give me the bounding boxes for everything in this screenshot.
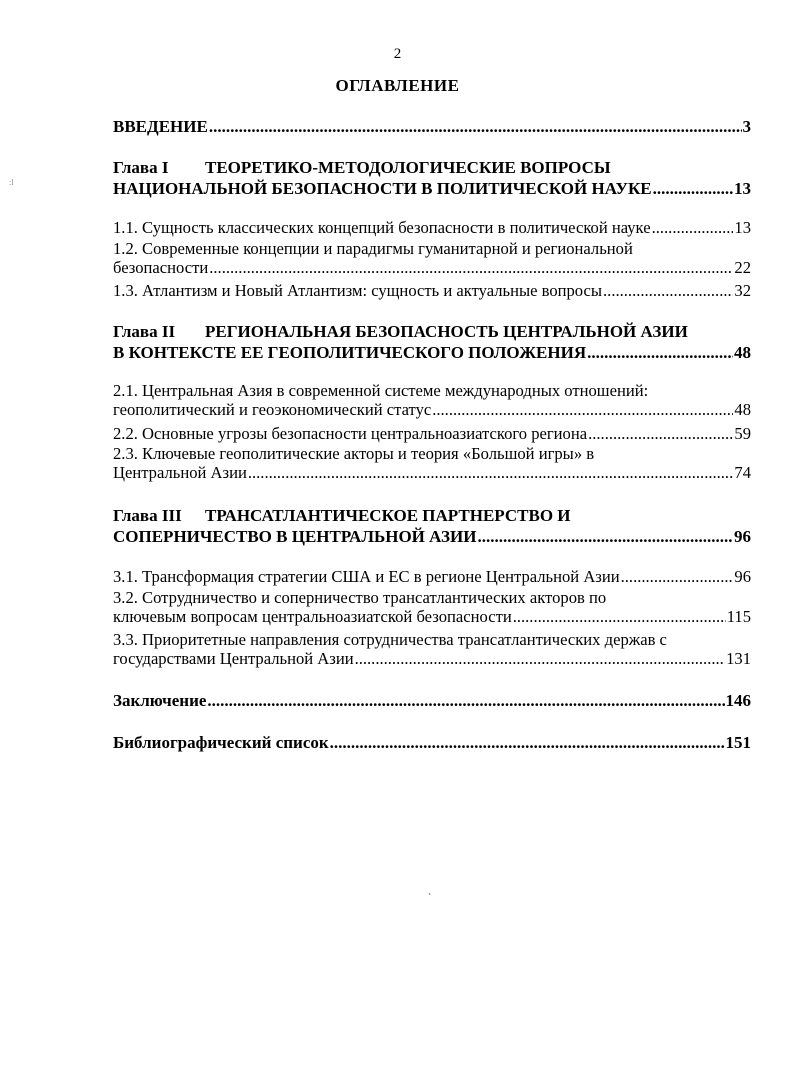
toc-chapter-2[interactable] — [113, 321, 751, 363]
section-title: 1.2. Современные концепции и парадигмы гуманитарной и региональной — [113, 239, 633, 258]
page-number: 2 — [393, 46, 402, 62]
chapter-page: 13 — [734, 179, 751, 198]
section-title: 3.1. Трансформация стратегии США и ЕС в регионе Центральной Азии — [113, 567, 620, 586]
scan-speck: ` — [428, 893, 432, 904]
toc-section-3-3[interactable] — [113, 630, 751, 668]
toc-section-3-1[interactable] — [113, 567, 751, 586]
toc-section-2-3[interactable] — [113, 444, 751, 482]
scan-mark: :l — [9, 178, 14, 187]
chapter-title-line1: ТЕОРЕТИКО-МЕТОДОЛОГИЧЕСКИЕ ВОПРОСЫ — [205, 158, 611, 177]
section-title: 3.2. Сотрудничество и соперничество трансатлантических акторов по — [113, 588, 607, 607]
section-title: 2.1. Центральная Азия в современной системе международных отношений: — [113, 381, 649, 400]
section-page: 74 — [734, 463, 751, 482]
chapter-title-line1: РЕГИОНАЛЬНАЯ БЕЗОПАСНОСТЬ ЦЕНТРАЛЬНОЙ АЗИИ — [205, 322, 688, 341]
section-title: 2.3. Ключевые геополитические акторы и теория «Большой игры» в — [113, 444, 595, 463]
page-title: ОГЛАВЛЕНИЕ — [335, 76, 460, 95]
toc-section-1-2[interactable] — [113, 239, 751, 277]
section-title-cont: геополитический и геоэкономический статус — [113, 400, 432, 419]
toc-entry-conclusion[interactable] — [113, 690, 751, 711]
toc-chapter-1[interactable] — [113, 157, 751, 199]
intro-label: ВВЕДЕНИЕ — [113, 117, 208, 136]
section-title-cont: безопасности — [113, 258, 209, 277]
toc-section-1-1[interactable] — [113, 218, 751, 237]
section-page: 59 — [734, 424, 751, 443]
section-title: 3.3. Приоритетные направления сотрудничества трансатлантических держав с — [113, 630, 667, 649]
chapter-label: Глава III — [113, 506, 182, 525]
section-title-cont: государствами Центральной Азии — [113, 649, 354, 668]
chapter-label: Глава II — [113, 322, 176, 341]
section-title: 1.3. Атлантизм и Новый Атлантизм: сущность и актуальные вопросы — [113, 281, 603, 300]
conclusion-page: 146 — [725, 691, 751, 710]
toc-entry-bibliography[interactable] — [113, 732, 751, 753]
section-page: 115 — [726, 607, 751, 626]
chapter-page: 48 — [734, 343, 751, 362]
section-page: 96 — [734, 567, 751, 586]
section-page: 13 — [734, 218, 751, 237]
chapter-title-line2: НАЦИОНАЛЬНОЙ БЕЗОПАСНОСТИ В ПОЛИТИЧЕСКОЙ НАУКЕ — [113, 179, 652, 198]
section-page: 32 — [734, 281, 751, 300]
section-title: 1.1. Сущность классических концепций безопасности в политической науке — [113, 218, 651, 237]
toc-section-2-1[interactable] — [113, 381, 751, 419]
toc-entry-intro[interactable] — [113, 116, 751, 137]
conclusion-label: Заключение — [113, 691, 207, 710]
chapter-title-line2: В КОНТЕКСТЕ ЕЕ ГЕОПОЛИТИЧЕСКОГО ПОЛОЖЕНИЯ — [113, 343, 587, 362]
chapter-label: Глава I — [113, 158, 169, 177]
toc-section-2-2[interactable] — [113, 424, 751, 443]
bibliography-page: 151 — [725, 733, 751, 752]
toc-section-3-2[interactable] — [113, 588, 751, 626]
chapter-title-line1: ТРАНСАТЛАНТИЧЕСКОЕ ПАРТНЕРСТВО И — [205, 506, 571, 525]
section-page: 22 — [734, 258, 751, 277]
toc-section-1-3[interactable] — [113, 281, 751, 300]
intro-page: 3 — [742, 117, 751, 136]
section-page: 48 — [734, 400, 751, 419]
chapter-title-line2: СОПЕРНИЧЕСТВО В ЦЕНТРАЛЬНОЙ АЗИИ — [113, 527, 477, 546]
section-page: 131 — [726, 649, 751, 668]
bibliography-label: Библиографический список — [113, 733, 329, 752]
section-title-cont: Центральной Азии — [113, 463, 247, 482]
section-title: 2.2. Основные угрозы безопасности центральноазиатского региона — [113, 424, 588, 443]
section-title-cont: ключевым вопросам центральноазиатской безопасности — [113, 607, 512, 626]
chapter-page: 96 — [734, 527, 751, 546]
toc-chapter-3[interactable] — [113, 505, 751, 547]
